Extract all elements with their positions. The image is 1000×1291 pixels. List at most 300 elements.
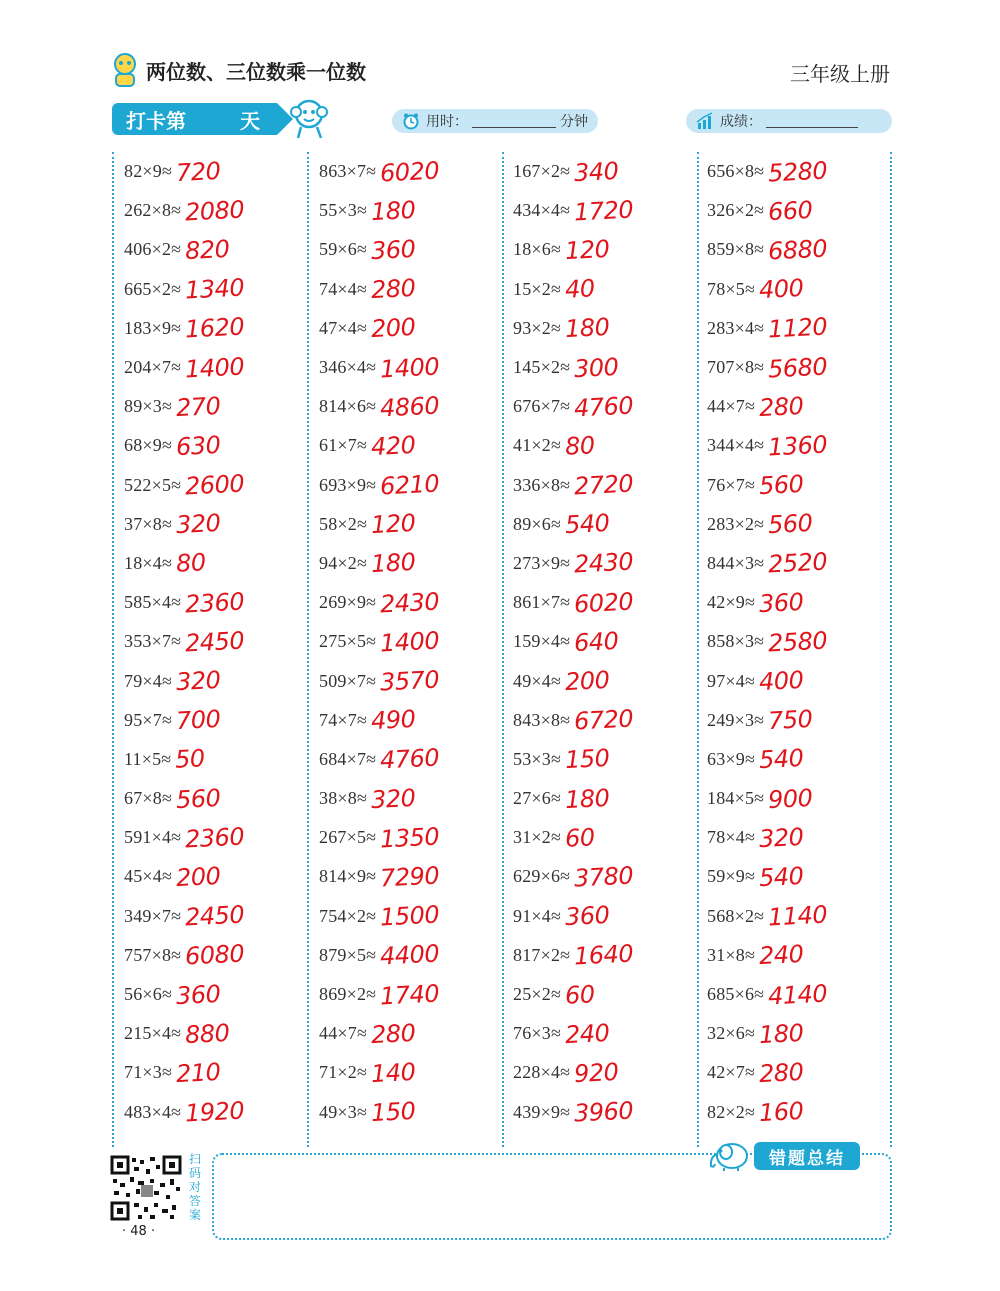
problem-row [319,152,509,191]
problem-text: 61×7≈ [319,435,368,456]
problem-row [513,1014,703,1053]
problem-row [319,1093,509,1132]
handwritten-answer: 920 [573,1057,620,1089]
problem-row [513,779,703,818]
handwritten-answer: 270 [175,391,222,422]
problem-row [319,740,509,779]
problem-text: 63×9≈ [707,748,756,769]
problem-row [513,270,703,309]
problem-text: 249×3≈ [707,709,765,730]
handwritten-answer: 180 [758,1018,805,1049]
mascot-icon [110,52,140,88]
grade-label: 三年级上册 [790,62,890,86]
problem-row [513,152,703,191]
problem-text: 27×6≈ [513,788,562,809]
problem-row [513,466,703,505]
handwritten-answer: 6210 [379,469,441,501]
handwritten-answer: 2450 [184,626,246,658]
problem-row [707,936,897,975]
problem-text: 509×7≈ [319,670,377,691]
problem-row [707,348,897,387]
problem-text: 283×4≈ [707,317,765,338]
problem-row [124,230,314,269]
problem-row [319,191,509,230]
problem-text: 76×7≈ [707,474,756,495]
problem-row [513,622,703,661]
problem-text: 44×7≈ [707,396,756,417]
handwritten-answer: 560 [175,783,222,814]
problem-row [319,466,509,505]
problem-row [707,230,897,269]
handwritten-answer: 320 [175,509,222,540]
problem-text: 869×2≈ [319,984,377,1005]
problem-text: 42×7≈ [707,1062,756,1083]
handwritten-answer: 1360 [767,430,829,462]
time-input-line[interactable] [472,114,556,128]
problem-row [319,818,509,857]
handwritten-answer: 820 [184,234,231,266]
problem-row [707,857,897,896]
problem-text: 82×2≈ [707,1101,756,1122]
handwritten-answer: 140 [370,1057,417,1089]
handwritten-answer: 180 [370,548,417,579]
problem-row [513,387,703,426]
problem-text: 49×3≈ [319,1101,368,1122]
handwritten-answer: 1140 [767,900,829,932]
handwritten-answer: 80 [175,548,207,579]
handwritten-answer: 640 [573,626,620,657]
problem-text: 18×4≈ [124,552,173,573]
problem-text: 844×3≈ [707,552,765,573]
problem-text: 55×3≈ [319,200,368,221]
problem-text: 76×3≈ [513,1023,562,1044]
problem-text: 82×9≈ [124,161,173,182]
problem-row [319,348,509,387]
handwritten-answer: 880 [184,1018,231,1049]
handwritten-answer: 210 [175,1057,222,1089]
problem-text: 269×9≈ [319,592,377,613]
problem-text: 215×4≈ [124,1023,182,1044]
problem-row [513,701,703,740]
problem-text: 89×3≈ [124,396,173,417]
problem-text: 31×8≈ [707,944,756,965]
monkey-icon [286,96,332,140]
problem-text: 275×5≈ [319,631,377,652]
problem-row [513,191,703,230]
handwritten-answer: 360 [758,587,805,618]
handwritten-answer: 120 [370,509,417,540]
problem-row [513,348,703,387]
handwritten-answer: 120 [564,234,611,266]
handwritten-answer: 750 [767,705,814,736]
problem-row [707,191,897,230]
handwritten-answer: 2720 [573,469,635,501]
handwritten-answer: 660 [767,195,814,226]
handwritten-answer: 540 [758,861,805,893]
handwritten-answer: 560 [758,469,805,501]
problem-text: 74×4≈ [319,278,368,299]
handwritten-answer: 320 [175,665,222,697]
handwritten-answer: 200 [175,861,222,893]
problem-text: 283×2≈ [707,513,765,534]
scan-answer-text: 扫码对答案 [188,1152,201,1222]
problem-text: 273×9≈ [513,552,571,573]
handwritten-answer: 900 [767,783,814,814]
problem-row [124,544,314,583]
column-divider [112,152,114,1147]
problem-text: 71×3≈ [124,1062,173,1083]
handwritten-answer: 1400 [379,626,441,658]
problem-text: 568×2≈ [707,905,765,926]
handwritten-answer: 360 [370,234,417,266]
problem-row [513,818,703,857]
handwritten-answer: 1620 [184,312,246,344]
problem-text: 817×2≈ [513,944,571,965]
problem-text: 814×9≈ [319,866,377,887]
problem-row [707,1093,897,1132]
problem-row [707,661,897,700]
problem-text: 184×5≈ [707,788,765,809]
time-label: 用时： [426,114,468,130]
handwritten-answer: 280 [758,1057,805,1089]
problem-text: 37×8≈ [124,513,173,534]
problem-text: 522×5≈ [124,474,182,495]
problem-row [707,740,897,779]
problem-row [513,426,703,465]
handwritten-answer: 40 [564,274,596,304]
problem-text: 78×5≈ [707,278,756,299]
handwritten-answer: 180 [370,195,417,226]
problem-row [513,505,703,544]
handwritten-answer: 6880 [767,234,829,266]
handwritten-answer: 340 [573,156,620,187]
problem-row [707,152,897,191]
problem-row [707,897,897,936]
problem-text: 754×2≈ [319,905,377,926]
header-left [110,52,366,88]
problem-text: 344×4≈ [707,435,765,456]
handwritten-answer: 1920 [184,1096,246,1128]
problem-text: 11×5≈ [124,748,172,769]
problem-text: 684×7≈ [319,748,377,769]
checkin-day-suffix: 天 [240,108,260,133]
problem-text: 843×8≈ [513,709,571,730]
handwritten-answer: 4400 [379,939,441,971]
problem-text: 67×8≈ [124,788,173,809]
handwritten-answer: 200 [370,313,417,344]
handwritten-answer: 700 [175,705,222,736]
problem-text: 74×7≈ [319,709,368,730]
problem-text: 336×8≈ [513,474,571,495]
problem-row [513,309,703,348]
problem-row [124,818,314,857]
problem-text: 89×6≈ [513,513,562,534]
problem-row [124,897,314,936]
problem-row [124,779,314,818]
problem-row [319,387,509,426]
problem-row [124,975,314,1014]
problem-text: 863×7≈ [319,161,377,182]
handwritten-answer: 160 [758,1096,805,1128]
problem-text: 879×5≈ [319,944,377,965]
problem-text: 183×9≈ [124,317,182,338]
problem-row [707,466,897,505]
problem-text: 38×8≈ [319,788,368,809]
problem-text: 167×2≈ [513,161,571,182]
problem-text: 71×2≈ [319,1062,368,1083]
problem-text: 47×4≈ [319,317,368,338]
handwritten-answer: 60 [564,823,596,853]
handwritten-answer: 1640 [573,939,635,971]
time-unit: 分钟 [560,114,588,130]
handwritten-answer: 3570 [379,665,441,697]
problem-row [319,936,509,975]
problem-text: 814×6≈ [319,396,377,417]
handwritten-answer: 5680 [767,352,829,384]
handwritten-answer: 1740 [379,979,441,1011]
handwritten-answer: 4140 [767,979,829,1011]
handwritten-answer: 2450 [184,900,246,932]
problem-row [707,387,897,426]
problem-row [707,975,897,1014]
handwritten-answer: 5280 [767,156,829,188]
problem-row [707,426,897,465]
problem-text: 42×9≈ [707,592,756,613]
handwritten-answer: 200 [564,665,611,697]
elephant-icon [706,1138,750,1172]
handwritten-answer: 2520 [767,547,829,579]
handwritten-answer: 1400 [184,352,246,384]
handwritten-answer: 1500 [379,900,441,932]
handwritten-answer: 490 [370,705,417,736]
handwritten-answer: 320 [758,822,805,853]
problem-row [513,1053,703,1092]
problem-row [124,936,314,975]
problem-text: 145×2≈ [513,357,571,378]
problem-text: 94×2≈ [319,552,368,573]
problem-row [319,270,509,309]
problem-row [124,505,314,544]
handwritten-answer: 150 [564,744,611,775]
problem-text: 44×7≈ [319,1023,368,1044]
problem-row [124,857,314,896]
problem-text: 656×8≈ [707,161,765,182]
problem-text: 861×7≈ [513,592,571,613]
handwritten-answer: 4860 [379,391,441,423]
problem-row [124,661,314,700]
problem-text: 676×7≈ [513,396,571,417]
problem-row [124,622,314,661]
problem-column-2 [319,152,509,1132]
handwritten-answer: 2580 [767,626,829,658]
score-label: 成绩： [720,114,762,130]
handwritten-answer: 3780 [573,861,635,893]
handwritten-answer: 6020 [379,156,441,188]
handwritten-answer: 300 [573,352,620,383]
problem-row [707,622,897,661]
problem-row [319,505,509,544]
handwritten-answer: 1720 [573,195,635,227]
problem-row [124,740,314,779]
problem-row [319,661,509,700]
problem-row [513,897,703,936]
problem-row [707,779,897,818]
handwritten-answer: 4760 [573,391,635,423]
handwritten-answer: 180 [564,313,611,344]
problem-text: 693×9≈ [319,474,377,495]
handwritten-answer: 3960 [573,1096,635,1128]
handwritten-answer: 360 [564,901,611,932]
problem-columns [112,152,892,1152]
problem-row [124,466,314,505]
qr-code-icon [110,1155,182,1221]
problem-text: 262×8≈ [124,200,182,221]
handwritten-answer: 420 [370,430,417,462]
handwritten-answer: 60 [564,979,596,1010]
handwritten-answer: 6020 [573,587,635,619]
problem-text: 685×6≈ [707,984,765,1005]
problem-row [707,505,897,544]
problem-text: 326×2≈ [707,200,765,221]
problem-column-3 [513,152,703,1132]
problem-column-4 [707,152,897,1132]
problem-text: 406×2≈ [124,239,182,260]
handwritten-answer: 320 [370,783,417,814]
problem-text: 858×3≈ [707,631,765,652]
handwritten-answer: 50 [174,744,206,775]
problem-text: 591×4≈ [124,827,182,848]
time-field [392,109,598,133]
problem-text: 434×4≈ [513,200,571,221]
handwritten-answer: 6720 [573,704,635,736]
problem-text: 159×4≈ [513,631,571,652]
problem-text: 665×2≈ [124,278,182,299]
problem-text: 204×7≈ [124,357,182,378]
problem-row [319,1014,509,1053]
problem-row [319,897,509,936]
problem-row [319,975,509,1014]
problem-text: 439×9≈ [513,1101,571,1122]
problem-row [319,779,509,818]
problem-text: 15×2≈ [513,278,562,299]
problem-row [513,936,703,975]
problem-text: 267×5≈ [319,827,377,848]
problem-text: 707×8≈ [707,357,765,378]
handwritten-answer: 540 [564,509,611,540]
problem-text: 59×9≈ [707,866,756,887]
handwritten-answer: 4760 [379,743,441,775]
problem-text: 483×4≈ [124,1101,182,1122]
problem-row [124,348,314,387]
handwritten-answer: 2360 [184,587,246,619]
problem-row [707,309,897,348]
problem-row [319,622,509,661]
problem-row [513,230,703,269]
problem-row [124,1014,314,1053]
handwritten-answer: 540 [758,744,805,775]
problem-row [707,270,897,309]
checkin-label: 打卡第 [126,108,186,133]
problem-row [513,1093,703,1132]
handwritten-answer: 400 [758,274,805,305]
handwritten-answer: 630 [175,430,222,462]
chart-icon [696,112,714,130]
problem-text: 56×6≈ [124,984,173,1005]
problem-row [513,544,703,583]
problem-text: 346×4≈ [319,357,377,378]
handwritten-answer: 280 [370,1018,417,1049]
problem-row [124,309,314,348]
problem-text: 629×6≈ [513,866,571,887]
problem-row [319,1053,509,1092]
problem-text: 53×3≈ [513,748,562,769]
problem-text: 18×6≈ [513,239,562,260]
problem-row [707,544,897,583]
problem-row [124,1093,314,1132]
score-input-line[interactable] [766,114,858,128]
page-title: 两位数、三位数乘一位数 [146,59,366,84]
problem-text: 95×7≈ [124,709,173,730]
problem-row [124,701,314,740]
handwritten-answer: 720 [175,156,222,187]
problem-row [319,701,509,740]
problem-row [124,387,314,426]
problem-row [707,583,897,622]
handwritten-answer: 2360 [184,822,246,854]
problem-row [707,701,897,740]
handwritten-answer: 560 [767,509,814,540]
problem-text: 49×4≈ [513,670,562,691]
problem-text: 25×2≈ [513,984,562,1005]
problem-text: 353×7≈ [124,631,182,652]
problem-text: 91×4≈ [513,905,562,926]
problem-row [513,661,703,700]
problem-row [319,544,509,583]
problem-row [319,230,509,269]
problem-text: 78×4≈ [707,827,756,848]
handwritten-answer: 6080 [184,939,246,971]
handwritten-answer: 400 [758,665,805,697]
problem-text: 41×2≈ [513,435,562,456]
problem-text: 31×2≈ [513,827,562,848]
problem-text: 757×8≈ [124,944,182,965]
problem-text: 228×4≈ [513,1062,571,1083]
alarm-clock-icon [402,112,420,130]
problem-row [124,191,314,230]
problem-text: 859×8≈ [707,239,765,260]
problem-row [319,583,509,622]
handwritten-answer: 1120 [767,312,829,344]
handwritten-answer: 2430 [379,587,441,619]
problem-row [513,857,703,896]
problem-text: 79×4≈ [124,670,173,691]
problem-text: 585×4≈ [124,592,182,613]
problem-text: 58×2≈ [319,513,368,534]
handwritten-answer: 80 [564,431,596,461]
score-field [686,109,892,133]
problem-row [124,270,314,309]
problem-row [513,740,703,779]
problem-row [707,1014,897,1053]
problem-text: 45×4≈ [124,866,173,887]
problem-row [707,1053,897,1092]
problem-row [319,309,509,348]
handwritten-answer: 360 [175,979,222,1010]
handwritten-answer: 150 [370,1096,417,1128]
problem-text: 59×6≈ [319,239,368,260]
handwritten-answer: 1350 [379,822,441,854]
problem-row [513,583,703,622]
